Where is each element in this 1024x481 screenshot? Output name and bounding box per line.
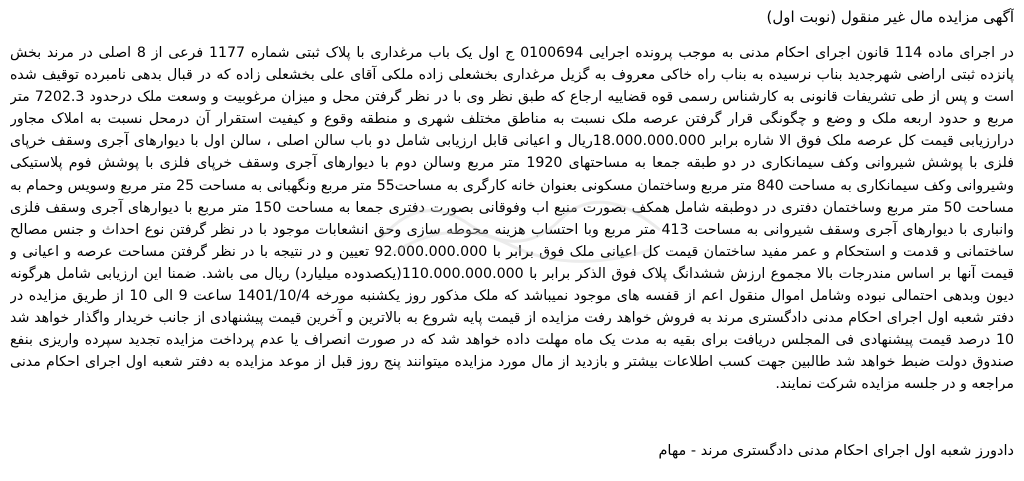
auction-notice [10,6,1014,476]
notice-title: آگهی مزایده مال غیر منقول (نوبت اول) [766,8,1014,26]
notice-signature: دادورز شعبه اول اجرای احکام مدنی دادگستری مرند - مهام [658,443,1014,459]
notice-body: در اجرای ماده 114 قانون اجرای احکام مدنی به موجب پرونده اجرایی 0100694 ج اول یک باب مرغداری با پلاک ثبتی شماره 1177 فرعی از 8 اصلی در مرند بخش پانزده ثبتی اراضی شهرجدید بناب نرسیده به بناب راه خاکی معروف به گزیل مرغداری بخشعلی زاده ملکی آقای علی بخشعلی زاده که در قبال بدهی نامبرده توقیف شده است و پس از طی تشریفات قانونی به کارشناس رسمی قوه قضاییه ارجاع که طبق نظر وی با در نظر گرفتن محل و میزان مرغوبیت و وسعت ملک درحدود 7202.3 متر مربع و حدود اربعه ملک و وضع و چگونگی قرار گرفتن عرصه ملک نسبت به مناطق مختلف شهری و منطقه وقوع و کیفیت استقرار آن درمحل نسبت به املاک مجاور درارزیابی قیمت کل عرصه ملک فوق الا شاره برابر 18.000.000.000ریال و اعیانی قابل ارزیابی شامل دو باب سالن اصلی ، سالن اول با دیوارهای آجری وسقف خرپای فلزی با پوشش شیروانی وکف سیمانکاری در دو طبقه جمعا به مساحتهای 1920 متر مربع وسالن دوم با دیوارهای آجری وسقف خرپای فلزی با پوشش فوم پلاستیکی وشیروانی وکف سیمانکاری به مساحت 840 متر مربع وساختمان مسکونی بعنوان خانه کارگری به مساحت55 متر مربع ونگهبانی به مساحت 25 متر مربع وسویس وحمام به مساحت 50 متر مربع وساختمان دفتری در دوطبقه شامل همکف بصورت منبع اب وفوقانی بصورت دفتری جمعا به مساحت 150 متر مربع با دیوارهای آجری وسقف فلزی وانباری با دیوارهای آجری وسقف شیروانی به مساحت 413 متر مربع وبا احتساب هزینه محوطه سازی وحق انشعابات موجود با در نظر گرفتن نوع احداث و جنس مصالح ساختمانی و قدمت و استحکام و عمر مفید ساختمان قیمت کل اعیانی ملک فوق برابر با 92.000.000.000 تعیین و در نتیجه با در نظر گرفتن مساحت عرصه و اعیانی و قیمت آنها بر اساس مندرجات بالا مجموع ارزش ششدانگ پلاک فوق الذکر برابر با 110.000.000.000(یکصدوده میلیارد) ریال می باشد. ضمنا این ارزیابی شامل هرگونه دیون وبدهی احتمالی نبوده وشامل اموال منقول اعم از قفسه های موجود نمیباشد که ملک مذکور روز یکشنبه مورخه 1401/10/4 ساعت 9 الی 10 از طریق مزایده در دفتر شعبه اول اجرای احکام مدنی دادگستری مرند به فروش خواهد رفت مزایده از قیمت پایه شروع به بالاترین و آخرین قیمت پیشنهادی از جانب خریدار واگذار خواهد شد 10 درصد قیمت پیشنهادی فی المجلس دریافت برای بقیه به مدت یک ماه مهلت داده خواهد شد که در صورت انصراف یا عدم پرداخت مزایده تجدید سپرده واریزی بنفع صندوق دولت ضبط خواهد شد طالبین جهت کسب اطلاعات بیشتر و بازدید از مال مورد مزایده میتوانند پنج روز قبل از موعد مزایده به دفتر شعبه اول اجرای احکام مدنی مراجعه و در جلسه مزایده شرکت نمایند. [10,45,1014,393]
